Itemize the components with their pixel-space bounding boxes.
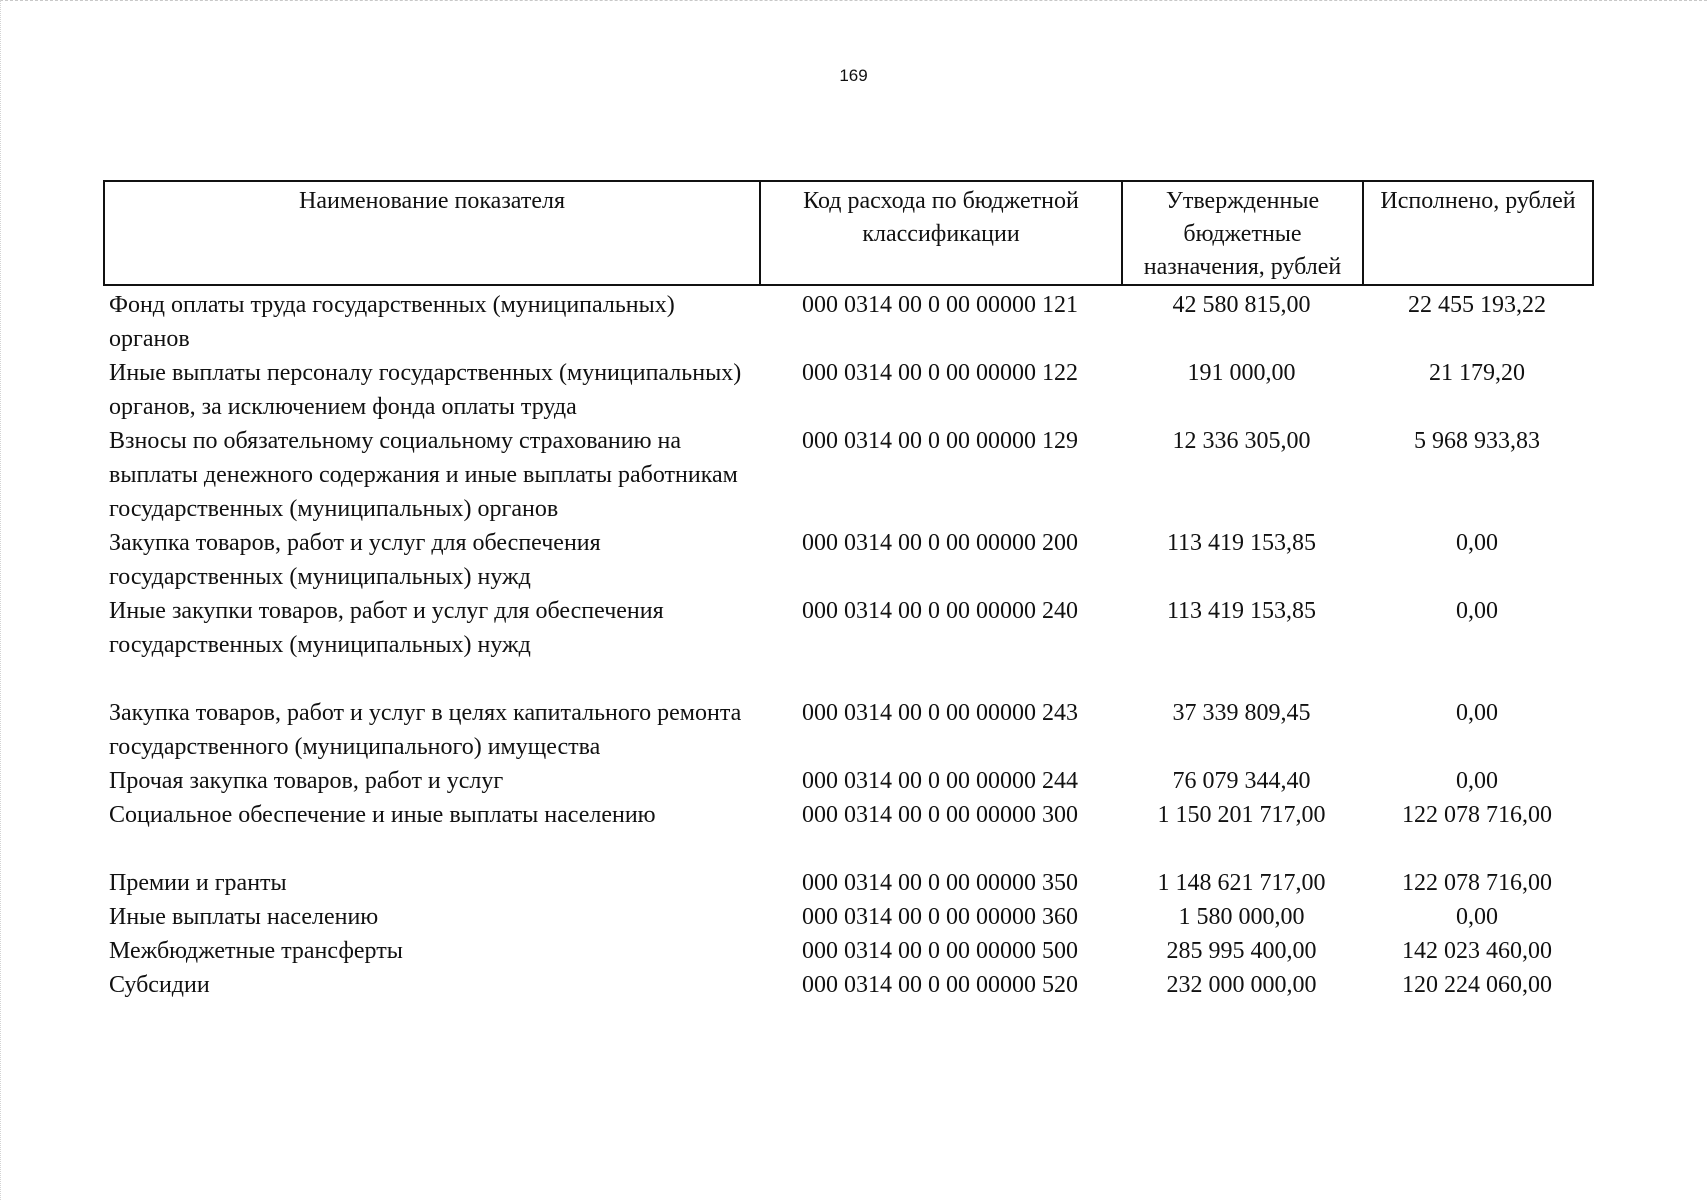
row-name: Прочая закупка товаров, работ и услуг bbox=[109, 768, 504, 794]
scan-edge-left bbox=[0, 0, 5, 1200]
row-done: 0,00 bbox=[1456, 700, 1498, 726]
table-row bbox=[103, 968, 1592, 1002]
table-row bbox=[103, 866, 1592, 900]
row-done: 5 968 933,83 bbox=[1414, 428, 1540, 454]
row-planned: 285 995 400,00 bbox=[1166, 938, 1317, 964]
row-planned: 232 000 000,00 bbox=[1166, 972, 1317, 998]
row-code: 000 0314 00 0 00 00000 243 bbox=[802, 700, 1078, 726]
row-code: 000 0314 00 0 00 00000 122 bbox=[802, 360, 1078, 386]
row-code: 000 0314 00 0 00 00000 350 bbox=[802, 870, 1078, 896]
row-name: Субсидии bbox=[109, 972, 210, 998]
row-code: 000 0314 00 0 00 00000 500 bbox=[802, 938, 1078, 964]
table-row bbox=[103, 288, 1592, 356]
row-name: Социальное обеспечение и иные выплаты населению bbox=[109, 802, 656, 828]
table-row bbox=[103, 356, 1592, 424]
row-code: 000 0314 00 0 00 00000 129 bbox=[802, 428, 1078, 454]
row-name: Закупка товаров, работ и услуг в целях капитального ремонта государственного (муниципального) имущества bbox=[109, 700, 742, 760]
row-done: 120 224 060,00 bbox=[1402, 972, 1552, 998]
row-name: Межбюджетные трансферты bbox=[109, 938, 403, 964]
table-row bbox=[103, 798, 1592, 866]
row-name: Закупка товаров, работ и услуг для обеспечения государственных (муниципальных) нужд bbox=[109, 530, 601, 590]
row-name: Взносы по обязательному социальному страхованию на выплаты денежного содержания и иные выплаты работникам государственных (муниципальных) органов bbox=[109, 428, 738, 522]
header-name: Наименование показателя bbox=[104, 181, 760, 285]
row-code: 000 0314 00 0 00 00000 240 bbox=[802, 598, 1078, 624]
row-done: 21 179,20 bbox=[1429, 360, 1525, 386]
row-done: 0,00 bbox=[1456, 598, 1498, 624]
row-planned: 37 339 809,45 bbox=[1172, 700, 1311, 726]
row-done: 122 078 716,00 bbox=[1402, 802, 1552, 828]
page-number: 169 bbox=[839, 66, 868, 85]
row-name: Иные выплаты персоналу государственных (муниципальных) органов, за исключением фонда оплаты труда bbox=[109, 360, 742, 420]
table-row bbox=[103, 526, 1592, 594]
row-done: 0,00 bbox=[1456, 768, 1498, 794]
row-planned: 1 580 000,00 bbox=[1178, 904, 1305, 930]
row-code: 000 0314 00 0 00 00000 520 bbox=[802, 972, 1078, 998]
row-planned: 113 419 153,85 bbox=[1166, 530, 1317, 556]
row-planned: 76 079 344,40 bbox=[1172, 768, 1311, 794]
row-code: 000 0314 00 0 00 00000 360 bbox=[802, 904, 1078, 930]
header-row bbox=[104, 181, 1593, 285]
row-code: 000 0314 00 0 00 00000 121 bbox=[802, 292, 1078, 318]
row-done: 0,00 bbox=[1456, 904, 1498, 930]
table-row bbox=[103, 900, 1592, 934]
row-code: 000 0314 00 0 00 00000 300 bbox=[802, 802, 1078, 828]
row-code: 000 0314 00 0 00 00000 200 bbox=[802, 530, 1078, 556]
row-name: Иные выплаты населению bbox=[109, 904, 379, 930]
row-planned: 12 336 305,00 bbox=[1172, 428, 1311, 454]
row-done: 142 023 460,00 bbox=[1402, 938, 1552, 964]
row-planned: 113 419 153,85 bbox=[1166, 598, 1317, 624]
table-header bbox=[103, 180, 1594, 286]
table-row bbox=[103, 764, 1592, 798]
row-planned: 191 000,00 bbox=[1187, 360, 1296, 386]
table-row bbox=[103, 696, 1592, 764]
row-planned: 1 150 201 717,00 bbox=[1157, 802, 1326, 828]
table-row bbox=[103, 934, 1592, 968]
row-code: 000 0314 00 0 00 00000 244 bbox=[802, 768, 1078, 794]
row-name: Иные закупки товаров, работ и услуг для обеспечения государственных (муниципальных) нужд bbox=[109, 598, 664, 658]
header-planned: Утвержденные бюджетные назначения, рублей bbox=[1122, 181, 1363, 285]
scan-edge-top bbox=[0, 0, 1707, 5]
row-name: Фонд оплаты труда государственных (муниципальных) органов bbox=[109, 292, 675, 352]
row-done: 22 455 193,22 bbox=[1408, 292, 1546, 318]
row-done: 0,00 bbox=[1456, 530, 1498, 556]
header-code: Код расхода по бюджетной классификации bbox=[760, 181, 1122, 285]
table-row bbox=[103, 594, 1592, 696]
header-done: Исполнено, рублей bbox=[1363, 181, 1593, 285]
table-row bbox=[103, 424, 1592, 526]
budget-table bbox=[103, 288, 1592, 1002]
row-done: 122 078 716,00 bbox=[1402, 870, 1552, 896]
row-planned: 1 148 621 717,00 bbox=[1157, 870, 1326, 896]
row-planned: 42 580 815,00 bbox=[1172, 292, 1311, 318]
row-name: Премии и гранты bbox=[109, 870, 287, 896]
